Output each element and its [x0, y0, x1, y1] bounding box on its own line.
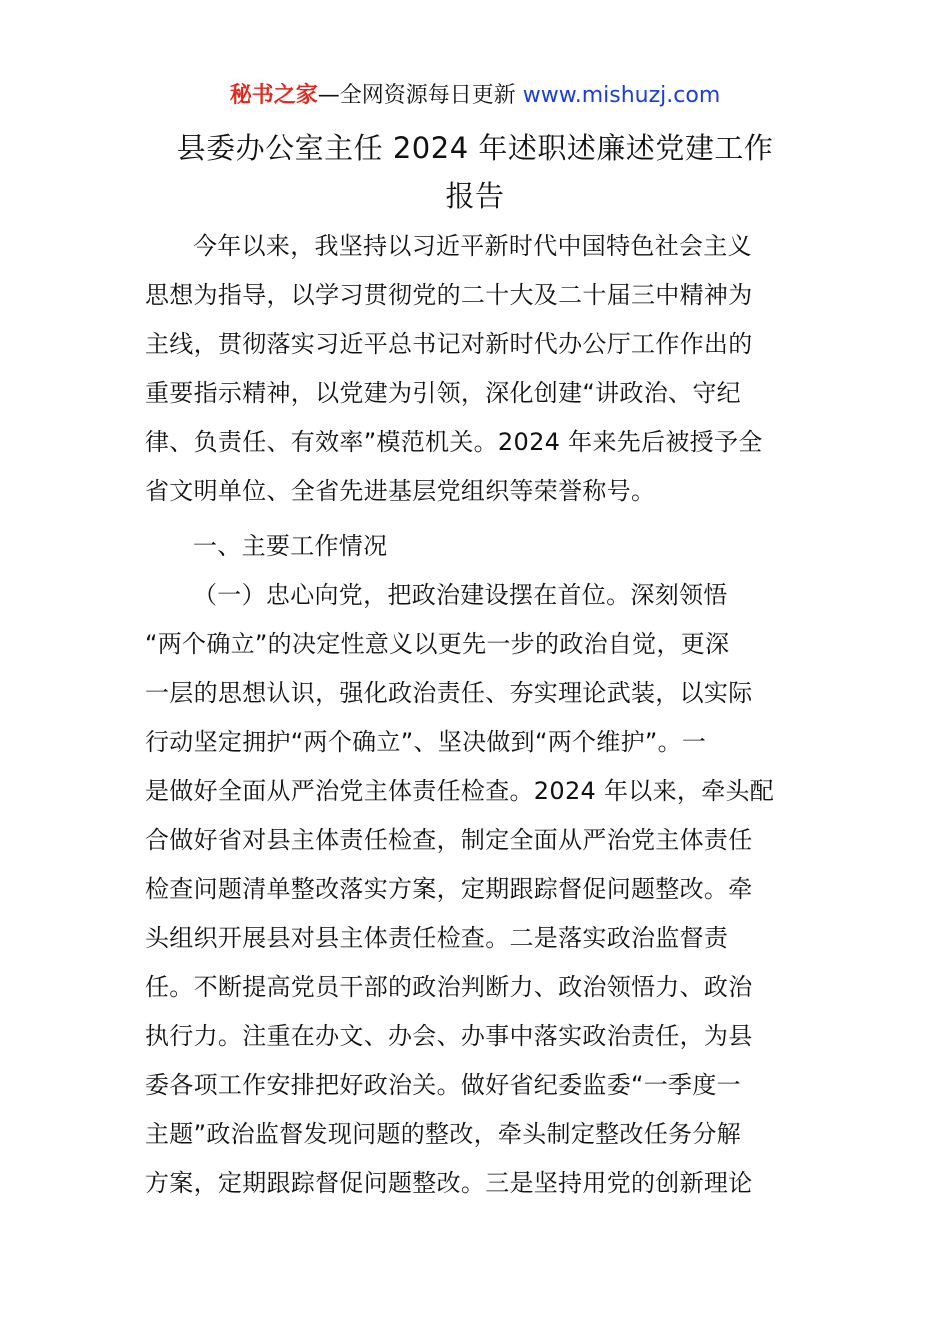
body-line: 主线，贯彻落实习近平总书记对新时代办公厅工作作出的: [145, 330, 753, 358]
body-line: 头组织开展县对县主体责任检查。二是落实政治监督责: [145, 924, 729, 952]
header-tagline: —全网资源每日更新: [317, 83, 516, 108]
body-line: 行动坚定拥护“两个确立”、坚决做到“两个维护”。一: [145, 728, 707, 756]
body-line: 检查问题清单整改落实方案，定期跟踪督促问题整改。牵: [145, 875, 753, 903]
site-url-link[interactable]: www.mishuzj.com: [522, 83, 721, 108]
body-line: 律、负责任、有效率”模范机关。2024 年来先后被授予全: [145, 428, 763, 456]
body-line: （一）忠心向党，把政治建设摆在首位。深刻领悟: [193, 581, 728, 609]
body-line: 省文明单位、全省先进基层党组织等荣誉称号。: [145, 477, 656, 505]
document-title-line-2: 报告: [445, 179, 505, 213]
body-line: 重要指示精神，以党建为引领，深化创建“讲政治、守纪: [145, 379, 741, 407]
body-line: 一层的思想认识，强化政治责任、夯实理论武装，以实际: [145, 679, 753, 707]
body-line: 任。不断提高党员干部的政治判断力、政治领悟力、政治: [145, 973, 753, 1001]
body-line: 方案，定期跟踪督促问题整改。三是坚持用党的创新理论: [145, 1169, 753, 1197]
body-line: 主题”政治监督发现问题的整改，牵头制定整改任务分解: [145, 1120, 741, 1148]
document-title-line-1: 县委办公室主任 2024 年述职述廉述党建工作: [176, 131, 774, 165]
section-heading: 一、主要工作情况: [193, 532, 388, 560]
brand-name: 秘书之家: [229, 83, 318, 108]
body-line: 执行力。注重在办文、办会、办事中落实政治责任，为县: [145, 1022, 753, 1050]
body-line: 是做好全面从严治党主体责任检查。2024 年以来，牵头配: [145, 777, 775, 805]
body-line: 思想为指导，以学习贯彻党的二十大及二十届三中精神为: [145, 281, 753, 309]
body-line: 委各项工作安排把好政治关。做好省纪委监委“一季度一: [145, 1071, 741, 1099]
body-line: 今年以来，我坚持以习近平新时代中国特色社会主义: [193, 232, 752, 260]
body-line: “两个确立”的决定性意义以更先一步的政治自觉，更深: [145, 630, 730, 658]
body-line: 合做好省对县主体责任检查，制定全面从严治党主体责任: [145, 826, 753, 854]
site-header: [0, 80, 950, 112]
